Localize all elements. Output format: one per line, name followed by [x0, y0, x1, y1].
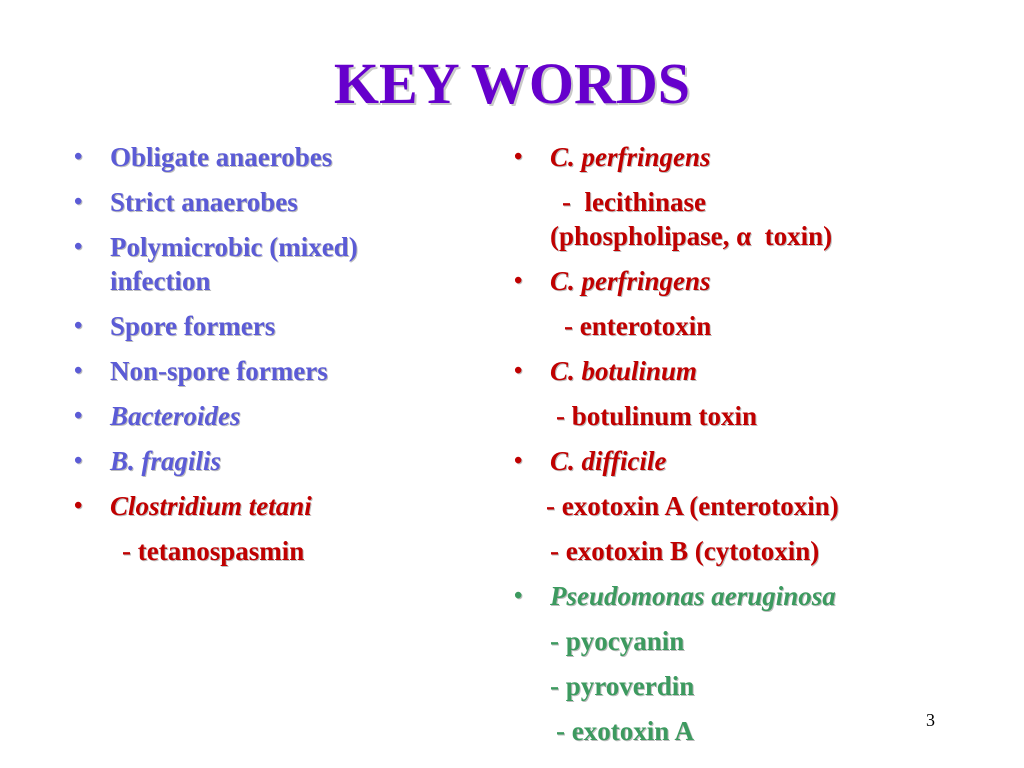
- bullet: •: [514, 448, 523, 474]
- list-item: [514, 354, 1014, 388]
- item-text: C. difficile: [550, 446, 667, 476]
- list-item: [514, 264, 1014, 298]
- item-text: C. perfringens: [550, 142, 711, 172]
- sub-item: - pyroverdin: [550, 671, 695, 701]
- bullet: •: [514, 358, 523, 384]
- sub-item: (phospholipase, α toxin): [550, 221, 833, 251]
- sub-item: - exotoxin B (cytotoxin): [550, 536, 820, 566]
- list-item: [74, 399, 474, 433]
- list-item: [514, 579, 1014, 613]
- bullet: •: [514, 268, 523, 294]
- sub-item: - exotoxin A: [556, 716, 694, 746]
- item-text: C. botulinum: [550, 356, 698, 386]
- bullet: •: [514, 583, 523, 609]
- item-text: Bacteroides: [110, 401, 241, 431]
- slide-title: KEY WORDS: [333, 51, 691, 116]
- bullet: •: [74, 234, 83, 260]
- bullet: •: [74, 448, 83, 474]
- list-item: [514, 444, 1014, 478]
- bullet: •: [74, 493, 83, 519]
- item-text: Spore formers: [110, 311, 276, 341]
- list-item: [74, 185, 474, 219]
- item-text: Clostridium tetani: [110, 491, 312, 521]
- page-number: 3: [926, 710, 935, 730]
- sub-item: - tetanospasmin: [122, 536, 305, 566]
- sub-item: - exotoxin A (enterotoxin): [546, 491, 839, 521]
- item-text: Polymicrobic (mixed): [110, 232, 358, 262]
- bullet: •: [74, 144, 83, 170]
- list-item: [74, 489, 474, 523]
- item-text: Obligate anaerobes: [110, 142, 333, 172]
- item-text: Strict anaerobes: [110, 187, 298, 217]
- item-text: B. fragilis: [110, 446, 222, 476]
- list-item: [74, 444, 474, 478]
- sub-item: - botulinum toxin: [556, 401, 758, 431]
- list-item: [74, 309, 474, 343]
- item-text: C. perfringens: [550, 266, 711, 296]
- bullet: •: [74, 358, 83, 384]
- bullet: •: [74, 403, 83, 429]
- sub-item: - enterotoxin: [564, 311, 712, 341]
- item-text: Pseudomonas aeruginosa: [550, 581, 836, 611]
- bullet: •: [74, 313, 83, 339]
- item-text: Non-spore formers: [110, 356, 328, 386]
- bullet: •: [74, 189, 83, 215]
- left-column: [74, 140, 474, 568]
- list-item: [74, 230, 474, 298]
- sub-item: - lecithinase: [562, 187, 706, 217]
- item-text-continued: infection: [110, 266, 211, 296]
- right-column: [514, 140, 1014, 748]
- sub-item: - pyocyanin: [550, 626, 685, 656]
- list-item: [74, 140, 474, 174]
- bullet: •: [514, 144, 523, 170]
- list-item: [514, 140, 1014, 174]
- list-item: [74, 354, 474, 388]
